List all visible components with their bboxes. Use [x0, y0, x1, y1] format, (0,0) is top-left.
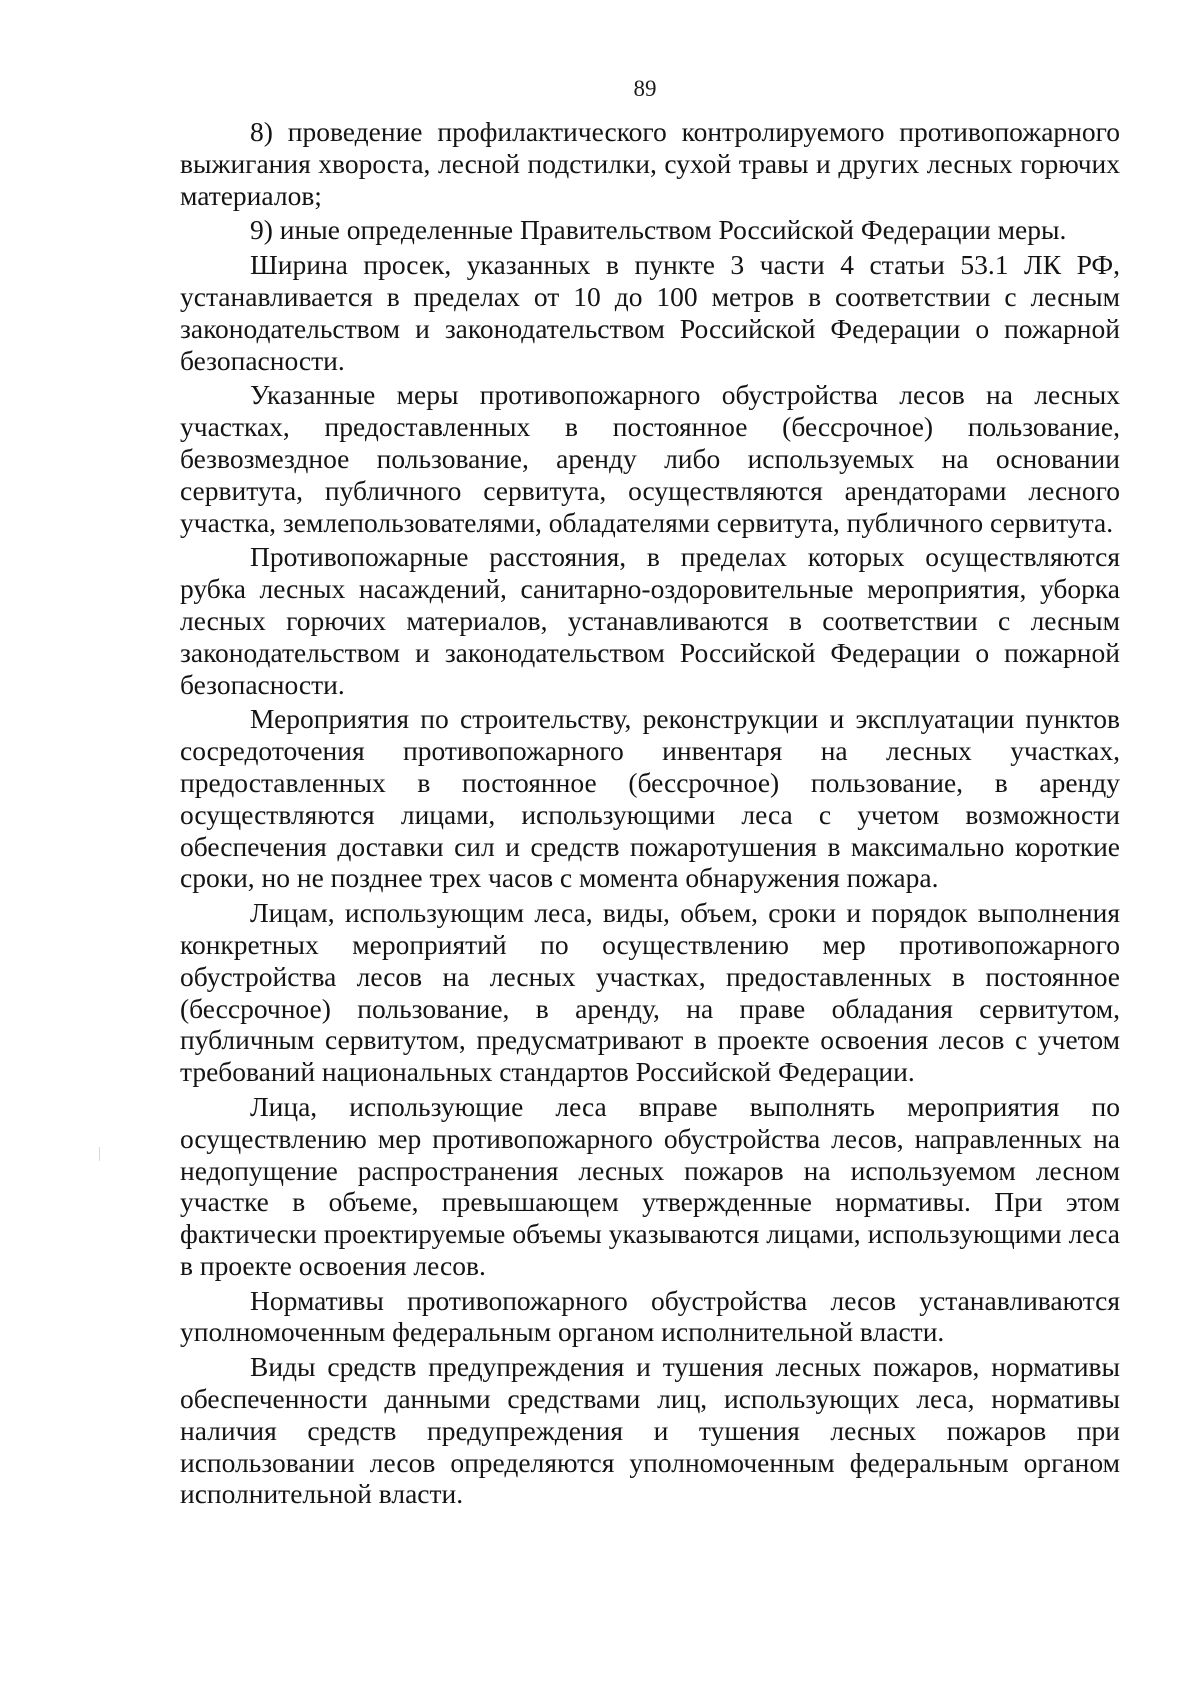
paragraph-item-8: 8) проведение профилактического контролируемого противопожарного выжигания хвороста, лесной подстилки, сухой травы и других лесных горючих материалов;	[180, 116, 1120, 211]
paragraph-responsible-parties: Указанные меры противопожарного обустройства лесов на лесных участках, предоставленных в постоянное (бессрочное) пользование, безвозмездное пользование, аренду либо используемых на основании сервитута, публичного сервитута, осуществляются арендаторами лесного участка, землепользователями, обладателями сервитута, публичного сервитута.	[180, 379, 1120, 538]
paragraph-forest-users-plans: Лицам, использующим леса, виды, объем, сроки и порядок выполнения конкретных мероприятий по осуществлению мер противопожарного обустройства лесов на лесных участках, предоставленных в постоянное (бессрочное) пользование, в аренду, на праве обладания сервитутом, публичным сервитутом, предусматривают в проекте освоения лесов с учетом требований национальных стандартов Российской Федерации.	[180, 897, 1120, 1088]
paragraph-equipment-points: Мероприятия по строительству, реконструкции и эксплуатации пунктов сосредоточения противопожарного инвентаря на лесных участках, предоставленных в постоянное (бессрочное) пользование, в аренду осуществляются лицами, использующими леса с учетом возможности обеспечения доставки сил и средств пожаротушения в максимально короткие сроки, но не позднее трех часов с момента обнаружения пожара.	[180, 703, 1120, 894]
paragraph-fire-distances: Противопожарные расстояния, в пределах которых осуществляются рубка лесных насаждений, санитарно-оздоровительные мероприятия, уборка лесных горючих материалов, устанавливаются в соответствии с лесным законодательством и законодательством Российской Федерации о пожарной безопасности.	[180, 541, 1120, 700]
page-number: 89	[633, 76, 657, 101]
paragraph-norms-authority: Нормативы противопожарного обустройства лесов устанавливаются уполномоченным федеральным органом исполнительной власти.	[180, 1284, 1120, 1348]
paragraph-exceeding-norms: Лица, использующие леса вправе выполнять мероприятия по осуществлению мер противопожарного обустройства лесов, направленных на недопущение распространения лесных пожаров на используемом лесном участке в объеме, превышающем утвержденные нормативы. При этом фактически проектируемые объемы указываются лицами, использующими леса в проекте освоения лесов.	[180, 1090, 1120, 1281]
paragraph-clearing-width: Ширина просек, указанных в пункте 3 части 4 статьи 53.1 ЛК РФ, устанавливается в пределах от 10 до 100 метров в соответствии с лесным законодательством и законодательством Российской Федерации о пожарной безопасности.	[180, 249, 1120, 376]
scan-artifact-mark	[99, 1147, 100, 1161]
paragraph-means-norms: Виды средств предупреждения и тушения лесных пожаров, нормативы обеспеченности данными средствами лиц, использующих леса, нормативы наличия средств предупреждения и тушения лесных пожаров при использовании лесов определяются уполномоченным федеральным органом исполнительной власти.	[180, 1351, 1120, 1510]
paragraph-item-9: 9) иные определенные Правительством Российской Федерации меры.	[250, 214, 1067, 246]
document-body	[180, 116, 1120, 1513]
